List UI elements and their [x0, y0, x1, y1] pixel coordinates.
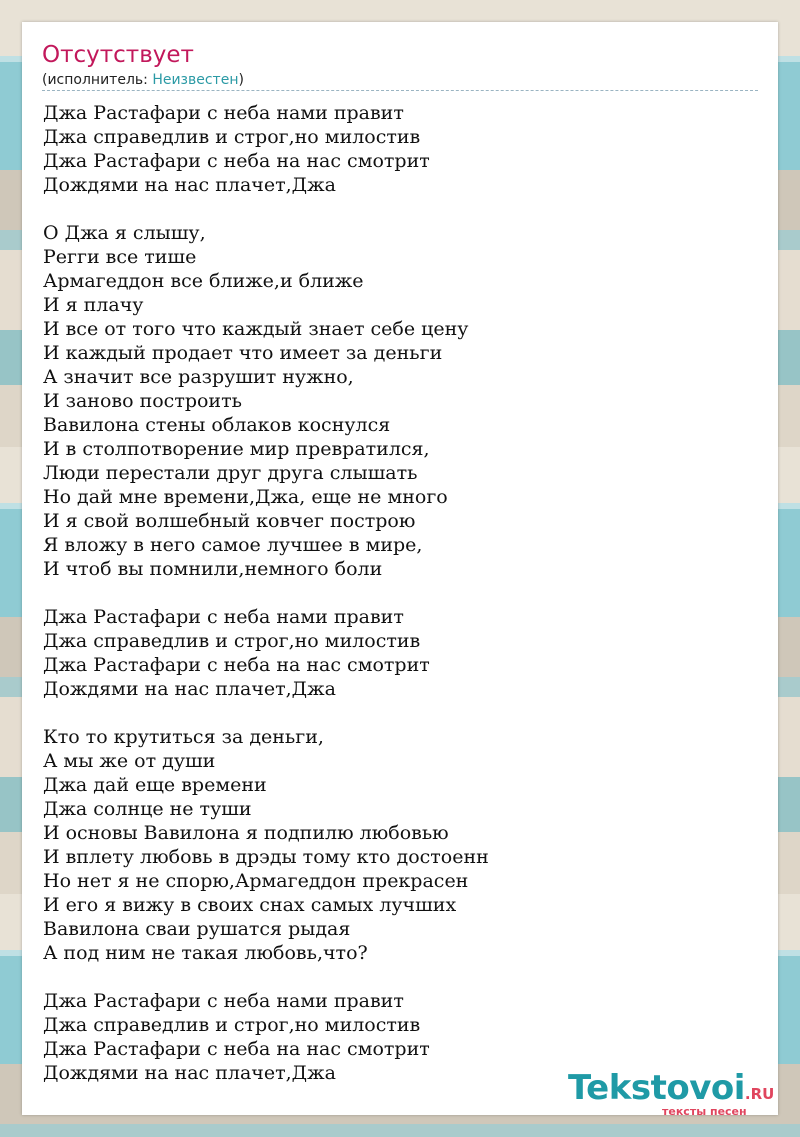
lyric-line: И я плачу [43, 294, 144, 316]
site-logo[interactable] [568, 1068, 778, 1116]
lyric-line: И в столпотворение мир превратился, [43, 438, 430, 460]
logo-tagline: тексты песен [662, 1105, 747, 1118]
lyric-line: Вавилона сваи рушатся рыдая [43, 918, 351, 940]
logo-domain: .RU [744, 1085, 775, 1103]
lyric-line: А под ним не такая любовь,что? [43, 942, 368, 964]
lyric-line: Джа Растафари с неба нами правит [43, 102, 404, 124]
lyric-line: И чтоб вы помнили,немного боли [43, 558, 383, 580]
lyric-line: Люди перестали друг друга слышать [43, 462, 418, 484]
lyric-line: Джа Растафари с неба нами правит [43, 990, 404, 1012]
lyric-line: А мы же от души [43, 750, 216, 772]
lyric-line: Джа дай еще времени [43, 774, 267, 796]
artist-link[interactable]: Неизвестен [152, 72, 239, 88]
lyric-line: И основы Вавилона я подпилю любовью [43, 822, 449, 844]
lyric-line: Джа справедлив и строг,но милостив [43, 630, 421, 652]
lyric-line: Регги все тише [43, 246, 197, 268]
lyric-line: И заново построить [43, 390, 242, 412]
lyric-line: И его я вижу в своих снах самых лучших [43, 894, 457, 916]
song-title: Отсутствует [42, 42, 194, 68]
artist-suffix: ) [238, 72, 244, 88]
lyrics-text [43, 101, 763, 1085]
lyric-line: И я свой волшебный ковчег построю [43, 510, 416, 532]
lyric-line: Джа Растафари с неба нами правит [43, 606, 404, 628]
lyric-line: Джа Растафари с неба на нас смотрит [43, 1038, 430, 1060]
lyric-line: Джа справедлив и строг,но милостив [43, 1014, 421, 1036]
lyric-line: А значит все разрушит нужно, [43, 366, 354, 388]
lyric-line: Армагеддон все ближе,и ближе [43, 270, 364, 292]
lyric-line: Но дай мне времени,Джа, еще не много [43, 486, 448, 508]
title-divider [42, 90, 758, 91]
lyric-line: И все от того что каждый знает себе цену [43, 318, 469, 340]
lyric-line [43, 965, 763, 989]
lyric-line: О Джа я слышу, [43, 222, 206, 244]
lyric-line: Дождями на нас плачет,Джа [43, 678, 336, 700]
lyric-line [43, 581, 763, 605]
lyric-line: Вавилона стены облаков коснулся [43, 414, 391, 436]
lyric-line: Джа солнце не туши [43, 798, 252, 820]
lyric-line: Дождями на нас плачет,Джа [43, 1062, 336, 1084]
lyric-line: Джа справедлив и строг,но милостив [43, 126, 421, 148]
artist-line [42, 72, 244, 88]
lyric-line [43, 701, 763, 725]
lyric-line: Кто то крутиться за деньги, [43, 726, 324, 748]
lyric-line: И каждый продает что имеет за деньги [43, 342, 443, 364]
lyric-line: Джа Растафари с неба на нас смотрит [43, 150, 430, 172]
artist-prefix: (исполнитель: [42, 72, 153, 88]
lyric-line: Джа Растафари с неба на нас смотрит [43, 654, 430, 676]
lyric-line: Дождями на нас плачет,Джа [43, 174, 336, 196]
lyric-line: Я вложу в него самое лучшее в мире, [43, 534, 423, 556]
lyrics-sheet [22, 22, 778, 1118]
lyric-line: Но нет я не спорю,Армагеддон прекрасен [43, 870, 469, 892]
lyric-line [43, 197, 763, 221]
lyric-line: И вплету любовь в дрэды тому кто достоенн [43, 846, 489, 868]
logo-name: Tekstovoi [568, 1068, 745, 1108]
